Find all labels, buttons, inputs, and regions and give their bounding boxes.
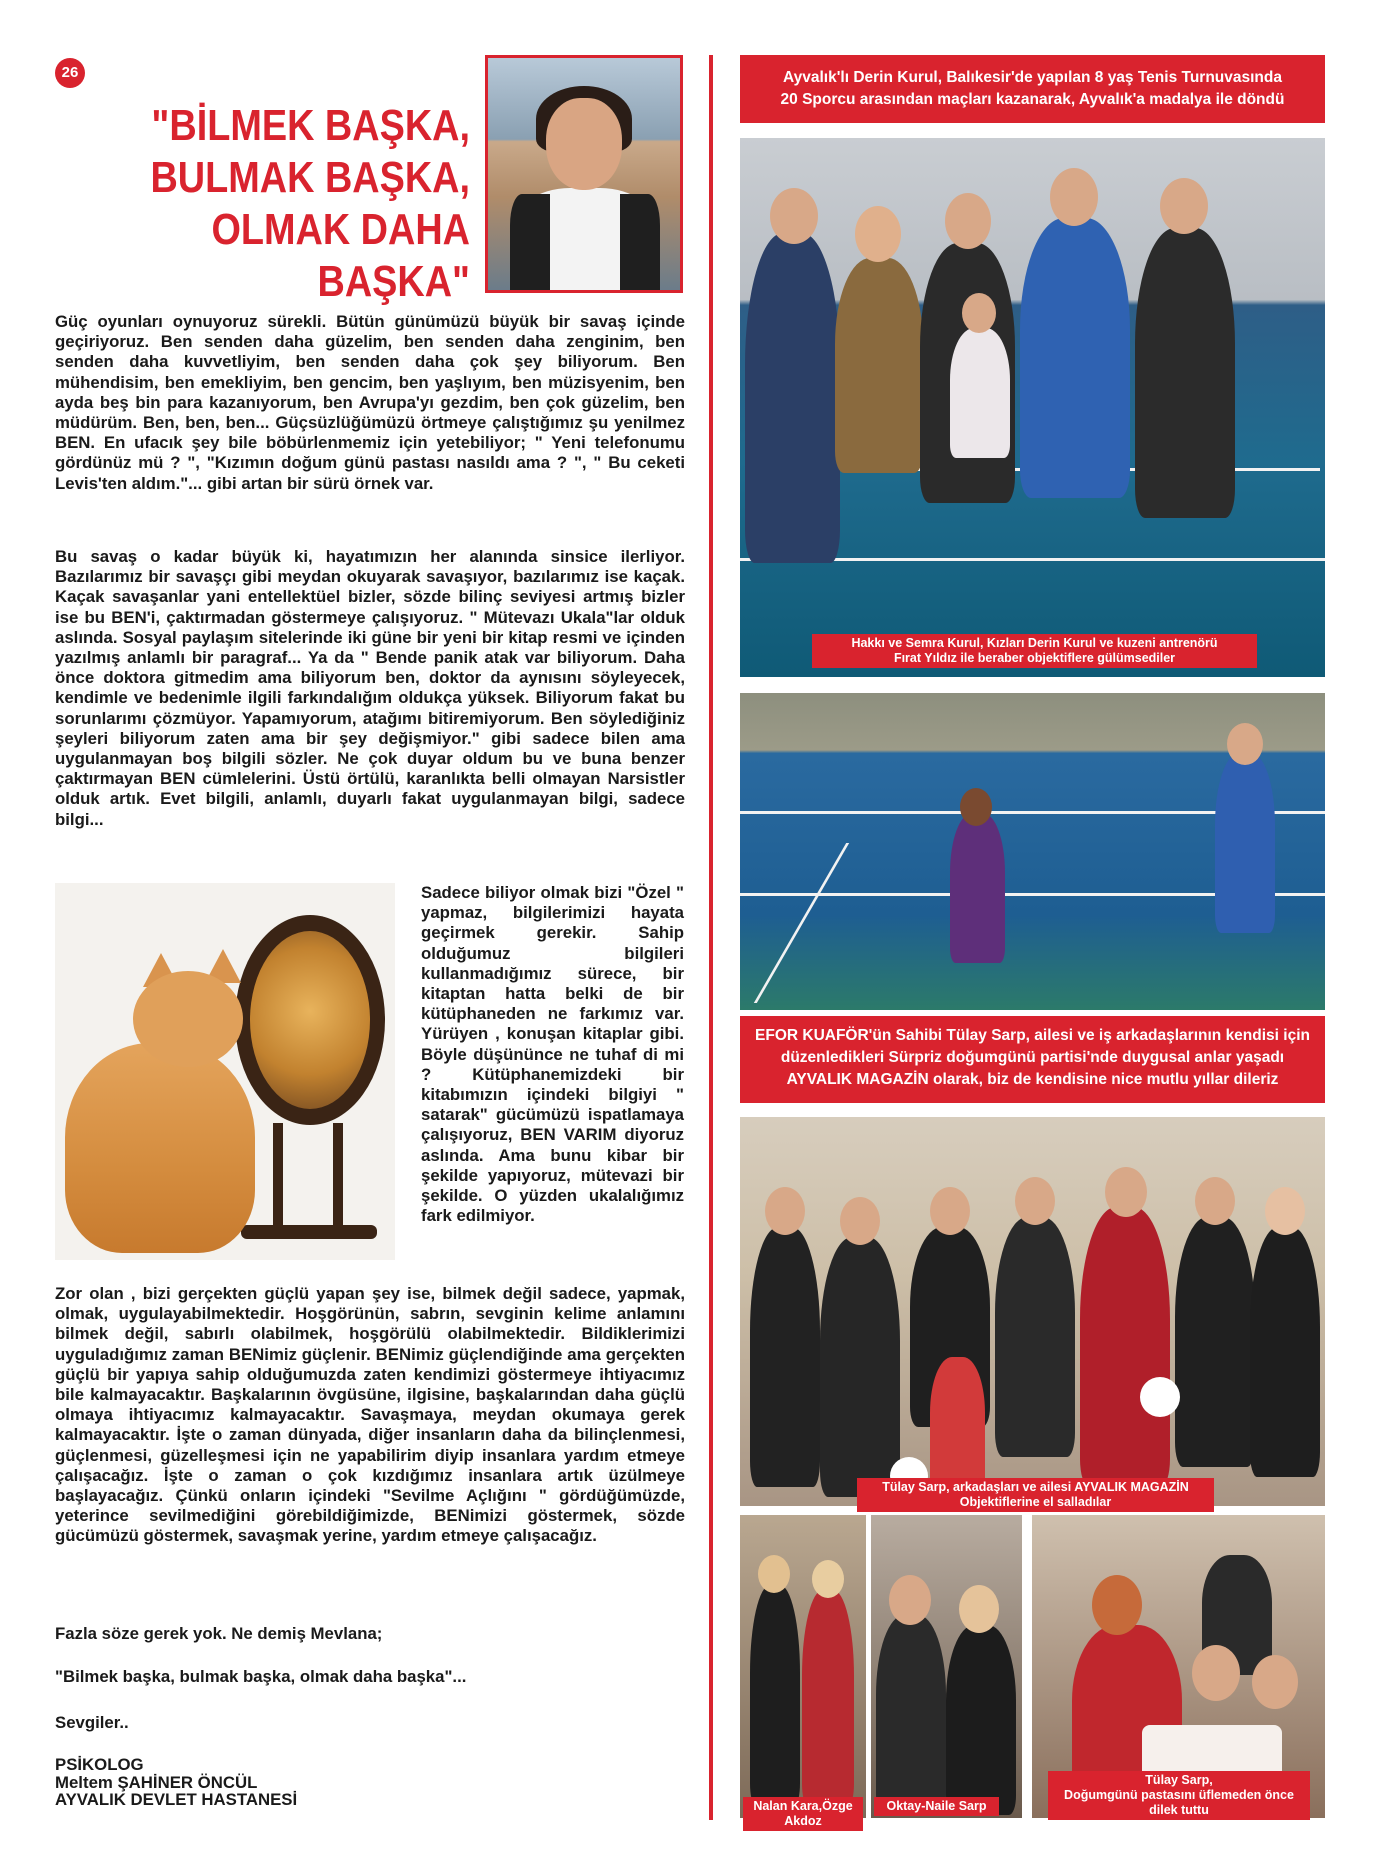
tennis-caption-line-1: Hakkı ve Semra Kurul, Kızları Derin Kurul ve kuzeni antrenörü	[851, 636, 1218, 650]
article-headline	[109, 100, 470, 308]
girl-hitting-ball	[950, 813, 1005, 963]
person-guest	[946, 1625, 1016, 1815]
person-head	[770, 188, 818, 244]
tennis-caption-line-2: Fırat Yıldız ile beraber objektiflere gülümsediler	[893, 651, 1176, 665]
person-head	[962, 293, 996, 333]
child-head	[1192, 1645, 1240, 1701]
person-guest	[1175, 1217, 1255, 1467]
person-guest	[876, 1615, 946, 1815]
person-guest	[1250, 1227, 1320, 1477]
birthday-photo-caption: Tülay Sarp, arkadaşları ve ailesi AYVALIK MAGAZİN Objektiflerine el salladılar	[857, 1478, 1214, 1512]
person-man-glasses	[1135, 228, 1235, 518]
person-guest	[820, 1237, 900, 1497]
person-head	[959, 1585, 999, 1633]
person-head	[1015, 1177, 1055, 1225]
birthday-banner-line-1: EFOR KUAFÖR'ün Sahibi Tülay Sarp, ailesi ve iş arkadaşlarının kendisi için	[755, 1027, 1310, 1044]
headline-line-1: "BİLMEK BAŞKA,	[151, 101, 470, 150]
person-head	[855, 206, 901, 262]
birthday-banner-line-3: AYVALIK MAGAZİN olarak, biz de kendisine nice mutlu yıllar dileriz	[786, 1071, 1279, 1088]
person-man-left	[745, 233, 840, 563]
person-woman-brown-jacket	[835, 258, 923, 473]
person-head	[840, 1197, 880, 1245]
birthday-banner-line-2: düzenledikleri Sürpriz doğumgünü partisi'nde duygusal anlar yaşadı	[780, 1049, 1285, 1066]
nalan-ozge-photo	[740, 1515, 866, 1818]
person-head	[1092, 1575, 1142, 1635]
article-paragraph-4: Zor olan , bizi gerçekten güçlü yapan şey ise, bilmek değil sadece, yapmak, olmak, uygulayabilmektedir. Hoşgörünün, sabrın, sevginin kelime anlamını bilmek değil, sabırlı olabilmek, hoşgörülü olabilmektedir. Bildiklerimizi uyguladığımız zaman BENimiz güçlenir. BENimiz güçlendiğinde ama gerçekten güçlü bir yapıya sahip olduğumuzda zaten kendimizi göstermeye ihtiyacımız bile kalmayacaktır. Başkalarının övgüsüne, ilgisine, başkalarından daha güçlü olmaya ihtiyacımız kalmayacaktır. Savaşmaya, meydan okumaya gerek kalmayacaktır. İşte o zaman dünyada, diğer insanların daha da bilinçlenmesi, güçlenmesi, güzelleşmesi için ne yapabilirim diyip insanlara yardım etmeye çalışacağız. İşte o zaman o çok kızdığımız insanlara artık üzülmeye başlayacağız. Çünkü onların içindeki "Sevilme Açlığını " gördüğümüzde, yeterince sevilmediğini görebildiğimizde, BENimizi göstermek, sözde gücümüzü göstermek, savaşmak yerine, yardım etmeye çalışacağız.	[55, 1284, 685, 1546]
person-head	[960, 788, 992, 826]
cat-lion-mirror-illustration	[55, 883, 395, 1260]
author-institution: AYVALIK DEVLET HASTANESİ	[55, 1790, 298, 1809]
person-man-blue-jacket	[1020, 218, 1130, 498]
nalan-ozge-caption: Nalan Kara,Özge Akdoz	[743, 1797, 863, 1831]
person-girl-player	[950, 328, 1010, 458]
headline-line-2: BULMAK BAŞKA,	[150, 153, 471, 202]
author-title: PSİKOLOG	[55, 1755, 144, 1774]
tennis-banner-line-2: 20 Sporcu arasından maçları kazanarak, Ayvalık'a madalya ile döndü	[780, 91, 1285, 108]
tennis-photo-caption	[812, 634, 1257, 668]
child-guest	[930, 1357, 985, 1497]
closing-greeting: Sevgiler..	[55, 1713, 129, 1732]
portrait-vest-right	[620, 194, 660, 293]
article-paragraph-3: Sadece biliyor olmak bizi "Özel " yapmaz, bilgilerimizi hayata geçirmek gerekir. Sahip olduğumuz bilgileri kullanmadığımız sürece, bir kitaptan hatta belki de bir kütüphaneden ne farkımız var. Yürüyen , konuşan kitaplar gibi. Böyle düşününce ne tuhaf di mi ? Kütüphanemizdeki bir kitabımızın içindeki bilgiyi " satarak" gücümüzü ispatlamaya çalışıyoruz, BEN VARIM diyoruz aslında. Ama bunu kibar bir şekilde yapıyoruz, mütevazi bir şekilde. O yüzden ukalalığımız fark edilmiyor.	[421, 883, 684, 1226]
person-head	[1195, 1177, 1235, 1225]
oktay-naile-photo	[871, 1515, 1022, 1818]
person-guest	[750, 1585, 800, 1805]
article-paragraph-2: Bu savaş o kadar büyük ki, hayatımızın her alanında sinsice ilerliyor. Bazılarımız bir savaşçı gibi meydan okuyarak savaşıyor, bazılarımız ise kaçak. Kaçak savaşanlar yani entellektüel bizler, sözde bilinç seviyesi artmış bizler ise bu BEN'i, çaktırmadan göstermeye çalışıyoruz. " Mütevazı Ukala"lar olduk aslında. Sosyal paylaşım sitelerinde iki güne bir yeni bir kitap resmi ve içinden yazılmış anlamlı bir paragraf... Ya da " Bende panik atak var biliyorum. Daha önce doktora gitmedim ama biliyorum ben, doktor da aynısını söyleyecek, kendimle ve bedenimle ilgili farkındalığım oldukça yüksek. Biliyorum fakat bu sorunlarımı çözmüyor. Yapamıyorum, atağımı bitiremiyorum. Ben söylediğiniz şeyleri biliyorum zaten ama bir şey değişmiyor." gibi sadece bilen ama uygulanmayan boş bilgili sözler. Ne çok duyar oldum bu ve buna benzer çaktırmayan BEN cümlelerini. Üstü örtülü, karanlıkta belli olmayan Narsistler olduk artık. Evet bilgili, anlamlı, duyarlı fakat uygulanmayan bilgi, sadece bilgi...	[55, 547, 685, 829]
portrait-vest-left	[510, 194, 550, 293]
mirror-stand	[273, 1123, 343, 1233]
kitten-head	[133, 971, 243, 1067]
tennis-banner-line-1: Ayvalık'lı Derin Kurul, Balıkesir'de yapılan 8 yaş Tenis Turnuvasında	[783, 69, 1282, 86]
person-head	[945, 193, 991, 249]
person-head	[1265, 1187, 1305, 1235]
portrait-face	[546, 98, 622, 190]
page-number-badge: 26	[55, 58, 85, 88]
person-head	[1160, 178, 1208, 234]
mevlana-quote: "Bilmek başka, bulmak başka, olmak daha başka"...	[55, 1667, 467, 1686]
cake-photo-caption	[1048, 1771, 1310, 1820]
person-head	[765, 1187, 805, 1235]
headline-line-3: OLMAK DAHA BAŞKA"	[211, 205, 471, 306]
tennis-group-photo	[740, 138, 1325, 677]
lion-reflection	[250, 931, 370, 1109]
article-paragraph-5: Fazla söze gerek yok. Ne demiş Mevlana;	[55, 1624, 383, 1643]
oktay-naile-caption: Oktay-Naile Sarp	[874, 1797, 999, 1816]
person-head	[1050, 168, 1098, 226]
birthday-group-photo	[740, 1117, 1325, 1506]
column-divider	[709, 55, 713, 1820]
person-head	[812, 1560, 844, 1598]
tulay-sarp	[1080, 1207, 1170, 1487]
person-head	[758, 1555, 790, 1593]
coach-standing	[1215, 753, 1275, 933]
court-line	[754, 843, 849, 1003]
article-paragraph-1: Güç oyunları oynuyoruz sürekli. Bütün günümüzü büyük bir savaş içinde geçiriyoruz. Ben senden daha güzelim, ben senden daha zenginim, ben senden daha kuvvetliyim, ben senden daha çok şey biliyorum. Ben mühendisim, ben emekliyim, ben gencim, ben yaşlıyım, ben müzisyenim, ben ayda beş bin para kazanıyorum, ben Avrupa'yı gezdim, ben çok güzelim, ben müdürüm. Ben, ben, ben... Güçsüzlüğümüzü örtmeye çalıştığımız şu yenilmez BEN. En ufacık şey bile böbürlenmemiz için yetebiliyor; " Yeni telefonumu gördünüz mü ? ", "Kızımın doğum günü pastası nasıldı ama ? ", " Bu ceketi Levis'ten aldım."... gibi artan bir sürü örnek var.	[55, 312, 685, 493]
cake-caption-line-2: Doğumgünü pastasını üflemeden önce dilek tuttu	[1064, 1788, 1294, 1817]
cake-caption-line-1: Tülay Sarp,	[1145, 1773, 1213, 1787]
person-guest	[995, 1217, 1075, 1457]
author-name: Meltem ŞAHİNER ÖNCÜL	[55, 1772, 258, 1792]
author-signature	[55, 1756, 297, 1809]
white-balloon	[1140, 1377, 1180, 1417]
author-portrait-photo	[485, 55, 683, 293]
person-head	[1227, 723, 1263, 765]
person-guest	[802, 1590, 854, 1805]
person-head	[889, 1575, 931, 1625]
birthday-news-banner	[740, 1016, 1325, 1103]
person-guest	[750, 1227, 820, 1487]
child-head	[1252, 1655, 1298, 1709]
tennis-news-banner	[740, 55, 1325, 123]
person-head	[1105, 1167, 1147, 1217]
tennis-play-photo	[740, 693, 1325, 1010]
person-head	[930, 1187, 970, 1235]
mirror-base	[241, 1225, 377, 1239]
kitten-body	[65, 1043, 255, 1253]
